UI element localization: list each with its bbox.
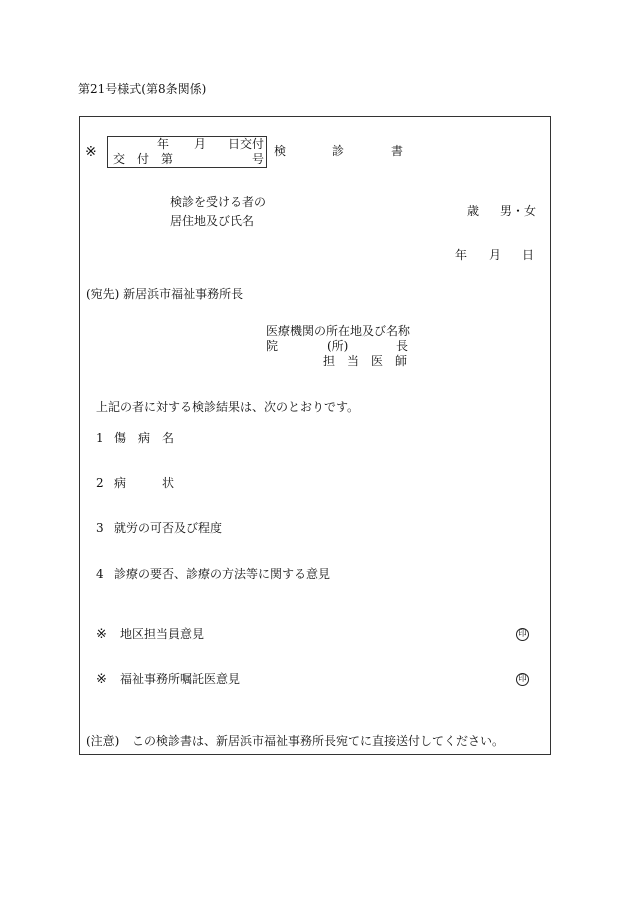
gender-label: 男・女 [500,204,537,218]
item-label-treatment-opinion: 診療の要否、診療の方法等に関する意見 [114,567,331,581]
director-label-b: (所) [327,339,349,353]
item-number: 2 [96,476,104,490]
note-label: (注意) [86,734,120,748]
doc-title-char-1: 検 [274,144,287,158]
district-officer-opinion-label: 地区担当員意見 [120,627,205,641]
subject-label-line-2: 居住地及び氏名 [170,214,255,228]
age-unit-label: 歳 [467,204,480,218]
issue-number-suffix: 号 [252,152,265,166]
intro-sentence: 上記の者に対する検診結果は、次のとおりです。 [96,400,360,414]
director-label-c: 長 [396,339,409,353]
item-label-condition: 病 状 [114,476,175,490]
director-label-a: 院 [266,339,279,353]
issue-number-prefix: 交 付 第 [113,152,174,166]
consulting-doctor-opinion-label: 福祉事務所嘱託医意見 [120,672,241,686]
seal-icon: 印 [516,673,529,686]
form-number-title: 第21号様式(第8条関係) [78,82,207,96]
doc-title-char-3: 書 [391,144,404,158]
seal-icon: 印 [516,628,529,641]
institution-label: 医療機関の所在地及び名称 [266,324,411,338]
item-number: 3 [96,521,104,535]
asterisk-mark-icon: ※ [96,672,107,687]
doc-title-char-2: 診 [332,144,345,158]
issue-day-label: 日交付 [228,137,265,151]
issue-year-label: 年 [157,137,170,151]
asterisk-mark-icon: ※ [85,144,97,160]
subject-label-line-1: 検診を受ける者の [170,195,267,209]
note-text: この検診書は、新居浜市福祉事務所長宛てに直接送付してください。 [132,734,505,748]
item-number: 1 [96,431,104,445]
doctor-label: 担 当 医 師 [323,354,408,368]
asterisk-mark-icon: ※ [96,627,107,642]
item-label-injury: 傷 病 名 [114,431,175,445]
date-month-label: 月 [489,248,502,262]
issue-month-label: 月 [194,137,207,151]
addressee-line: (宛先) 新居浜市福祉事務所長 [86,287,244,301]
date-year-label: 年 [455,248,468,262]
date-day-label: 日 [522,248,535,262]
item-number: 4 [96,567,104,581]
item-label-work-ability: 就労の可否及び程度 [114,521,223,535]
